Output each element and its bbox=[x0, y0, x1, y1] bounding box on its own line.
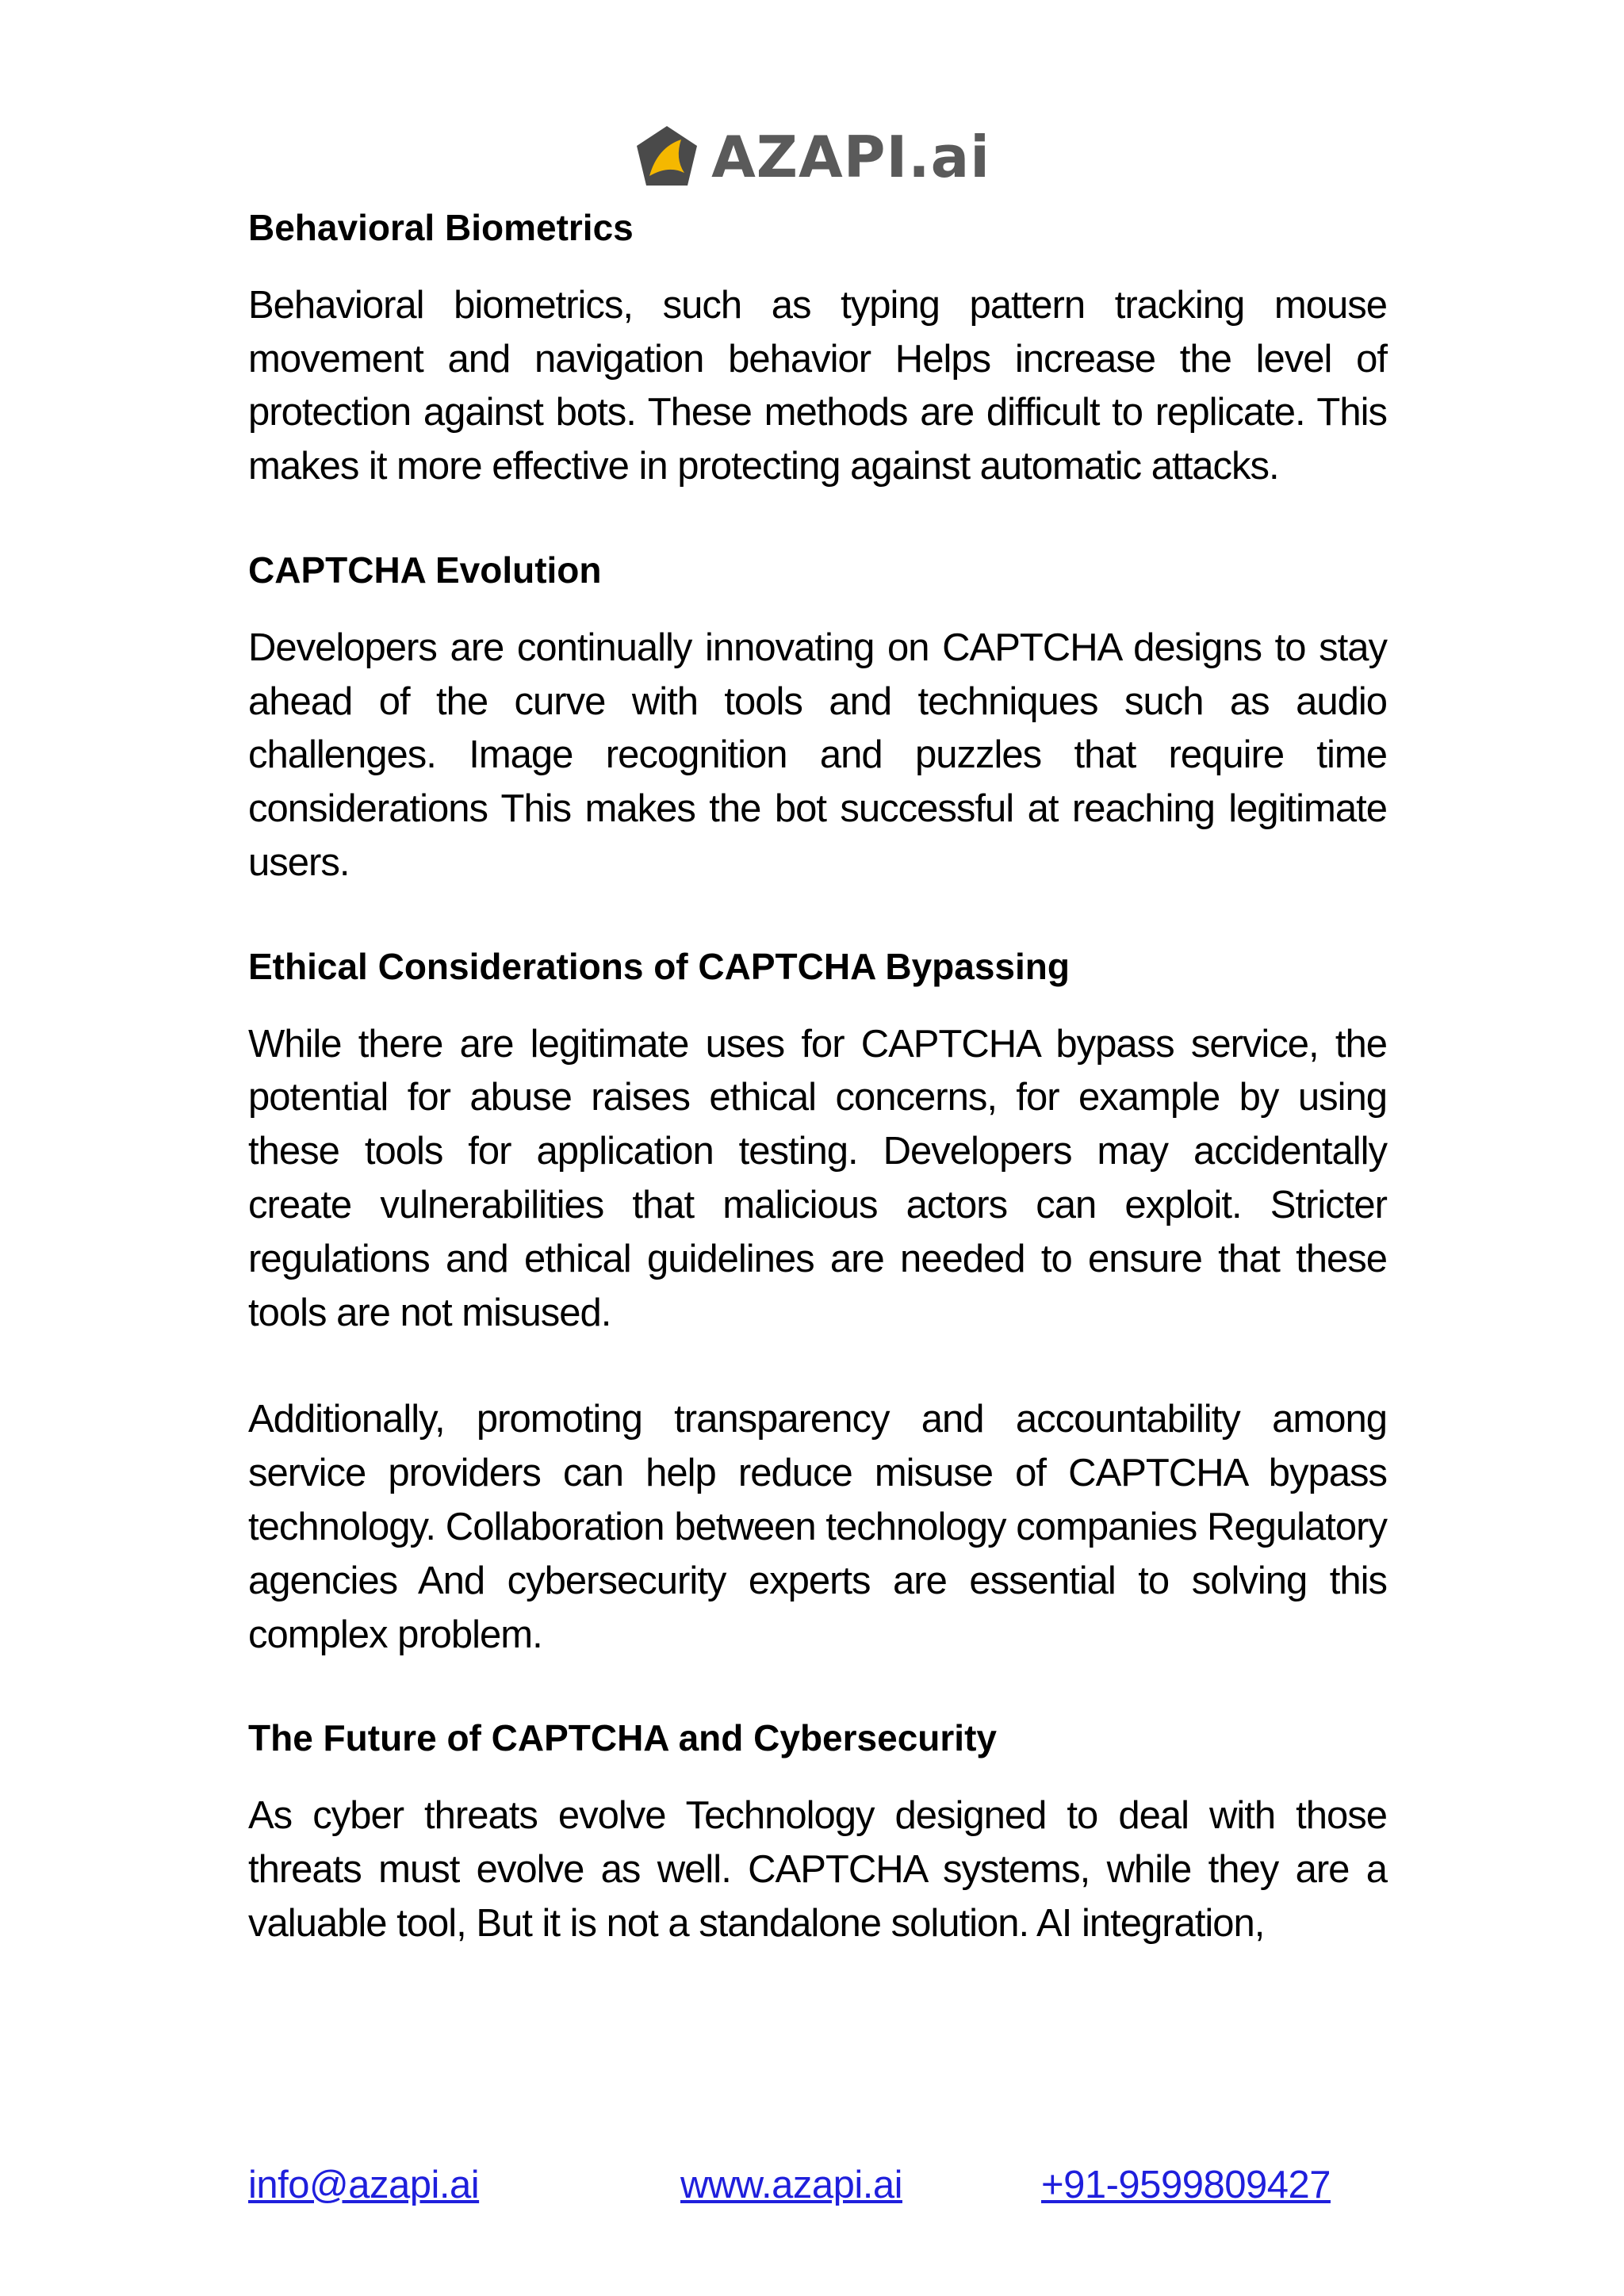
logo-wordmark: AZAPI.ai bbox=[711, 124, 990, 190]
footer-email-link[interactable]: info@azapi.ai bbox=[248, 2164, 480, 2206]
section-heading-ethical-considerations: Ethical Considerations of CAPTCHA Bypassing bbox=[248, 945, 1070, 987]
section-heading-behavioral-biometrics: Behavioral Biometrics bbox=[248, 207, 634, 248]
page-footer bbox=[248, 2163, 1387, 2218]
footer-website-link[interactable]: www.azapi.ai bbox=[680, 2164, 902, 2206]
document-body bbox=[248, 205, 1387, 2004]
section-paragraph: Behavioral biometrics, such as typing pattern tracking mouse movement and navigation behavior Helps increase the level of protection against bots. These methods are difficult to replicate. This makes it more effective in protecting against automatic attacks. bbox=[248, 283, 1387, 488]
section-paragraph: As cyber threats evolve Technology designed to deal with those threats must evolve as well. CAPTCHA systems, while they are a valuable tool, But it is not a standalone solution. AI integration, bbox=[248, 1794, 1387, 1945]
section-heading-captcha-evolution: CAPTCHA Evolution bbox=[248, 549, 602, 591]
section-paragraph: Developers are continually innovating on CAPTCHA designs to stay ahead of the curve with tools and techniques such as audio challenges. Image recognition and puzzles that require time considerations This makes the bot successful at reaching legitimate users. bbox=[248, 626, 1387, 884]
azapi-logo-icon bbox=[634, 124, 700, 190]
section-heading-future-of-captcha: The Future of CAPTCHA and Cybersecurity bbox=[248, 1717, 997, 1759]
footer-phone-link[interactable]: +91-9599809427 bbox=[1041, 2164, 1331, 2206]
section-paragraph: Additionally, promoting transparency and accountability among service providers can help reduce misuse of CAPTCHA bypass technology. Collaboration between technology companies Regulatory agencies And cybersecurity experts are essential to solving this complex problem. bbox=[248, 1398, 1387, 1656]
section-paragraph: While there are legitimate uses for CAPTCHA bypass service, the potential for abuse raises ethical concerns, for example by using these tools for application testing. Developers may accidentally create vulnerabilities that malicious actors can exploit. Stricter regulations and ethical guidelines are needed to ensure that these tools are not misused. bbox=[248, 1022, 1387, 1334]
page-header-logo bbox=[0, 121, 1624, 193]
